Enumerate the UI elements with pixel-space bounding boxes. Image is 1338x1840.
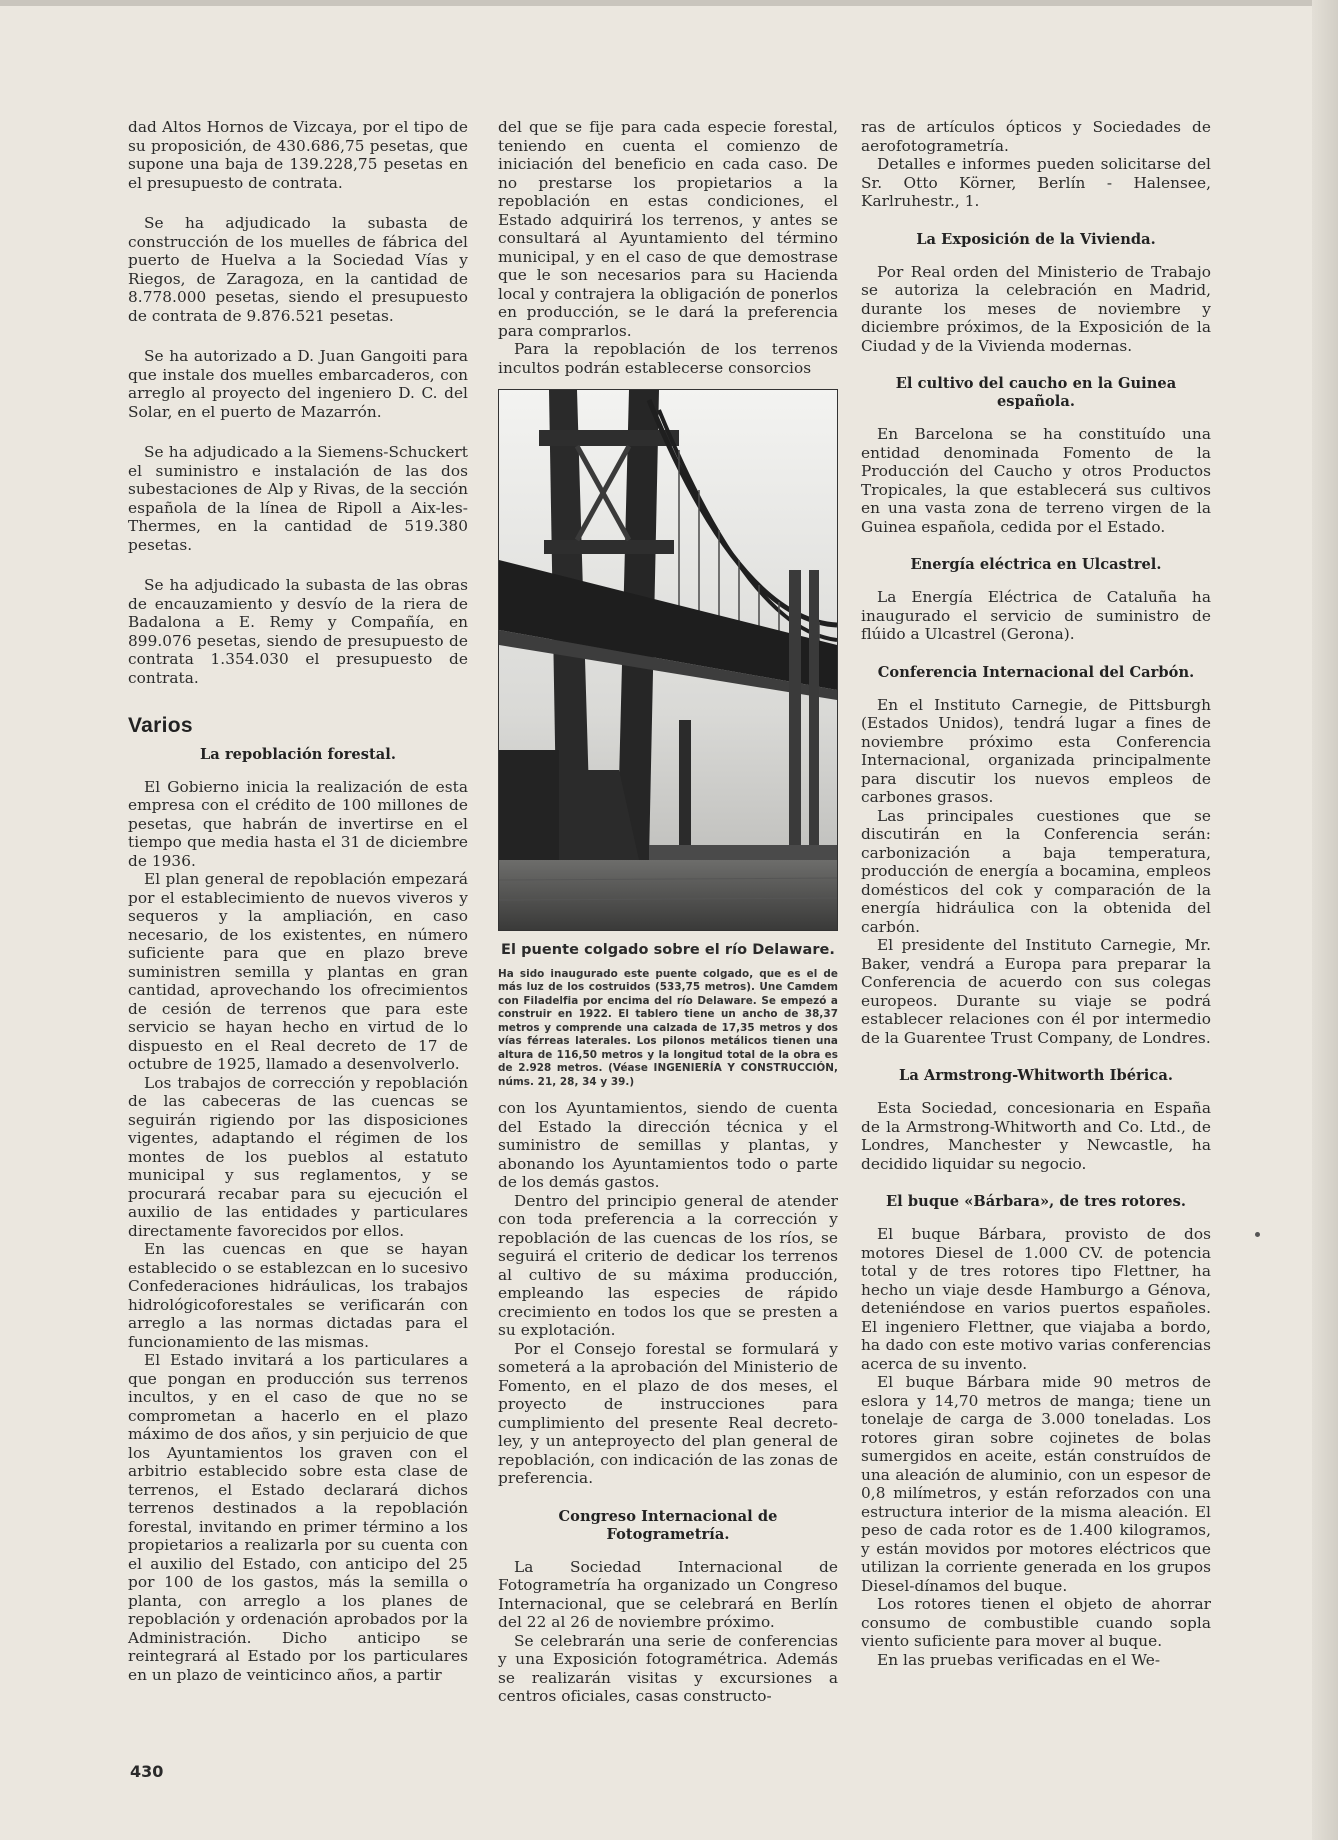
column-3 <box>861 118 1211 1669</box>
column-1 <box>128 118 468 1684</box>
paragraph: En las cuencas en que se hayan establecido o se establezcan en lo sucesivo Confederaciones hidráulicas, los trabajos hidrológicoforestales se verificarán con arreglo a las normas dictadas para el funcionamiento de las mismas. <box>128 1240 468 1351</box>
paragraph: con los Ayuntamientos, siendo de cuenta del Estado la dirección técnica y el suministro de semillas y plantas, y abonando los Ayuntamientos todo o parte de los demás gastos. <box>498 1099 838 1191</box>
paragraph: El Gobierno inicia la realización de esta empresa con el crédito de 100 millones de pesetas, que habrán de invertirse en el tiempo que media hasta el 31 de diciembre de 1936. <box>128 777 468 870</box>
paragraph: dad Altos Hornos de Vizcaya, por el tipo de su proposición, de 430.686,75 pesetas, que supone una baja de 139.228,75 pesetas en el presupuesto de contrata. <box>128 118 468 192</box>
bridge-photo <box>498 389 838 931</box>
paragraph: Detalles e informes pueden solicitarse del Sr. Otto Körner, Berlín - Halensee, Karlruhestr., 1. <box>861 155 1211 210</box>
page-right-edge <box>1312 0 1338 1840</box>
article-heading: Energía eléctrica en Ulcastrel. <box>910 556 1162 573</box>
paragraph: ras de artículos ópticos y Sociedades de aerofotogrametría. <box>861 118 1211 155</box>
paragraph: Se ha adjudicado a la Siemens-Schuckert el suministro e instalación de las dos subestaciones de Alp y Rivas, de la sección española de la línea de Ripoll a Aix-les-Thermes, en la cantidad de 519.380 pesetas. <box>128 443 468 554</box>
article-heading: El cultivo del caucho en la Guinea española. <box>895 375 1177 410</box>
paragraph: El buque Bárbara, provisto de dos motores Diesel de 1.000 CV. de potencia total y de tres rotores tipo Flettner, ha hecho un viaje desde Hamburgo a Génova, deteniéndose en varios puertos españoles. El ingeniero Flettner, que viajaba a bordo, ha dado con este motivo varias conferencias acerca de su invento. <box>861 1225 1211 1373</box>
paragraph: Los rotores tienen el objeto de ahorrar consumo de combustible cuando sopla viento suficiente para mover al buque. <box>861 1595 1211 1650</box>
paragraph: En Barcelona se ha constituído una entidad denominada Fomento de la Producción del Caucho y otros Productos Tropicales, la que establecerá sus cultivos en una vasta zona de terreno virgen de la Guinea española, cedida por el Estado. <box>861 425 1211 536</box>
paragraph: Se ha autorizado a D. Juan Gangoiti para que instale dos muelles embarcaderos, con arreglo al proyecto del ingeniero D. C. del Solar, en el puerto de Mazarrón. <box>128 347 468 421</box>
paragraph: Se ha adjudicado la subasta de construcción de los muelles de fábrica del puerto de Huelva a la Sociedad Vías y Riegos, de Zaragoza, en la cantidad de 8.778.000 pesetas, siendo el presupuesto de contrata de 9.876.521 pesetas. <box>128 214 468 325</box>
paragraph: del que se fije para cada especie forestal, teniendo en cuenta el comienzo de iniciación del beneficio en cada caso. De no prestarse los propietarios a la repoblación en estas condiciones, el Estado adquirirá los terrenos, y antes se consultará al Ayuntamiento del término municipal, y en el caso de que demostrase que le son necesarios para su Hacienda local y contrajera la obligación de ponerlos en producción, se le dará la preferencia para comprarlos. <box>498 118 838 340</box>
bridge-illustration <box>499 390 837 930</box>
article-heading: La Armstrong-Whitworth Ibérica. <box>899 1067 1173 1084</box>
article-heading: El buque «Bárbara», de tres rotores. <box>886 1193 1186 1210</box>
article-heading: La Exposición de la Vivienda. <box>916 230 1156 248</box>
paragraph: Por el Consejo forestal se formulará y someterá a la aprobación del Ministerio de Fomento, en el plazo de dos meses, el proyecto de instrucciones para cumplimiento del presente Real decreto-ley, y un anteproyecto del plan general de repoblación, con indicación de las zonas de preferencia. <box>498 1339 838 1487</box>
paragraph: Por Real orden del Ministerio de Trabajo se autoriza la celebración en Madrid, durante los meses de noviembre y diciembre próximos, de la Exposición de la Ciudad y de la Vivienda modernas. <box>861 262 1211 355</box>
paragraph: El Estado invitará a los particulares a que pongan en producción sus terrenos incultos, y en el caso de que no se comprometan a hacerlo en el plazo máximo de dos años, y sin perjuicio de que los Ayuntamientos los graven con el arbitrio establecido sobre esta clase de terrenos, el Estado declarará dichos terrenos destinados a la repoblación forestal, invitando en primer término a los propietarios a realizarla por su cuenta con el auxilio del Estado, con anticipo del 25 por 100 de los gastos, más la semilla o planta, con arreglo a los planes de repoblación y ordenación aprobados por la Administración. Dicho anticipo se reintegrará al Estado por los particulares en un plazo de veinticinco años, a partir <box>128 1351 468 1684</box>
figure-caption-title: El puente colgado sobre el río Delaware. <box>501 942 835 958</box>
paragraph: La Sociedad Internacional de Fotogrametría ha organizado un Congreso Internacional, que se celebrará en Berlín del 22 al 26 de noviembre próximo. <box>498 1557 838 1631</box>
page-number: 430 <box>130 1762 164 1781</box>
paragraph: Se ha adjudicado la subasta de las obras de encauzamiento y desvío de la riera de Badalona a E. Remy y Compañía, en 899.076 pesetas, siendo de presupuesto de contrata 1.354.030 el presupuesto de contrata. <box>128 576 468 687</box>
paragraph: El buque Bárbara mide 90 metros de eslora y 14,70 metros de manga; tiene un tonelaje de carga de 3.000 toneladas. Los rotores giran sobre cojinetes de bolas sumergidos en aceite, están construídos de una aleación de aluminio, con un espesor de 0,8 milímetros, y están reforzados con una estructura interior de la misma aleación. El peso de cada rotor es de 1.400 kilogramos, y están movidos por motores eléctricos que utilizan la corriente generada en los grupos Diesel-dínamos del buque. <box>861 1373 1211 1595</box>
article-heading: Conferencia Internacional del Carbón. <box>877 663 1195 681</box>
paragraph: La Energía Eléctrica de Cataluña ha inaugurado el servicio de suministro de flúido a Ulcastrel (Gerona). <box>861 588 1211 643</box>
paragraph: Esta Sociedad, concesionaria en España de la Armstrong-Whitworth and Co. Ltd., de Londres, Manchester y Newcastle, ha decidido liquidar su negocio. <box>861 1099 1211 1173</box>
figure-caption-text: Ha sido inaugurado este puente colgado, que es el de más luz de los costruidos (533,75 metros). Une Camdem con Filadelfia por encima del río Delaware. Se empezó a construir en 1922. El tablero tiene un ancho de 38,37 metros y comprende una calzada de 17,35 metros y dos vías férreas laterales. Los pilonos metálicos tienen una altura de 116,50 metros y la longitud total de la obra es de 2.928 metros. (Véase INGENIERÍA Y CONSTRUCCIÓN, núms. 21, 28, 34 y 39.) <box>498 967 838 1088</box>
paragraph: En el Instituto Carnegie, de Pittsburgh (Estados Unidos), tendrá lugar a fines de noviembre próximo esta Conferencia Internacional, organizada principalmente para discutir los nuevos empleos de carbones grasos. <box>861 695 1211 806</box>
paragraph: El plan general de repoblación empezará por el establecimiento de nuevos viveros y sequeros y la ampliación, en caso necesario, de los existentes, en número suficiente para que en plazo breve suministren semilla y plantas en gran cantidad, aprovechando los ofrecimientos de cesión de terrenos que para este servicio se hayan hecho en virtud de lo dispuesto en el Real decreto de 17 de octubre de 1925, llamado a desenvolverlo. <box>128 870 468 1073</box>
page-top-edge <box>0 0 1338 6</box>
paragraph: Dentro del principio general de atender con toda preferencia a la corrección y repoblación de las cuencas de los ríos, se seguirá el criterio de dedicar los terrenos al cultivo de su máxima producción, empleando las especies de rápido crecimiento en todos los que se presten a su explotación. <box>498 1191 838 1339</box>
section-title-varios: Varios <box>128 714 193 737</box>
paragraph: En las pruebas verificadas en el We- <box>877 1650 1161 1669</box>
article-heading: Congreso Internacional de Fotogrametría. <box>558 1507 778 1543</box>
paragraph: El presidente del Instituto Carnegie, Mr. Baker, vendrá a Europa para preparar la Conferencia de acuerdo con sus colegas europeos. Durante su viaje se podrá establecer relaciones con él por intermedio de la Guarentee Trust Company, de Londres. <box>861 936 1211 1047</box>
ink-dot <box>1255 1232 1260 1237</box>
paragraph: Los trabajos de corrección y repoblación de las cabeceras de las cuencas se seguirán rigiendo por las disposiciones vigentes, adaptando el régimen de los montes de los pueblos al estatuto municipal y sus reglamentos, y se procurará recabar para su ejecución el auxilio de las entidades y particulares directamente favorecidos por ellos. <box>128 1073 468 1240</box>
column-2 <box>498 118 838 1706</box>
paragraph: Para la repoblación de los terrenos incultos podrán establecerse consorcios <box>498 340 838 377</box>
paragraph: Se celebrarán una serie de conferencias y una Exposición fotogramétrica. Además se realizarán visitas y excursiones a centros oficiales, casas constructo- <box>498 1631 838 1705</box>
paragraph: Las principales cuestiones que se discutirán en la Conferencia serán: carbonización a baja temperatura, producción de energía a bocamina, empleos domésticos del cok y comparación de la energía hidráulica con la obtenida del carbón. <box>861 806 1211 936</box>
article-heading: La repoblación forestal. <box>200 745 396 763</box>
bridge-figure <box>498 389 838 1089</box>
